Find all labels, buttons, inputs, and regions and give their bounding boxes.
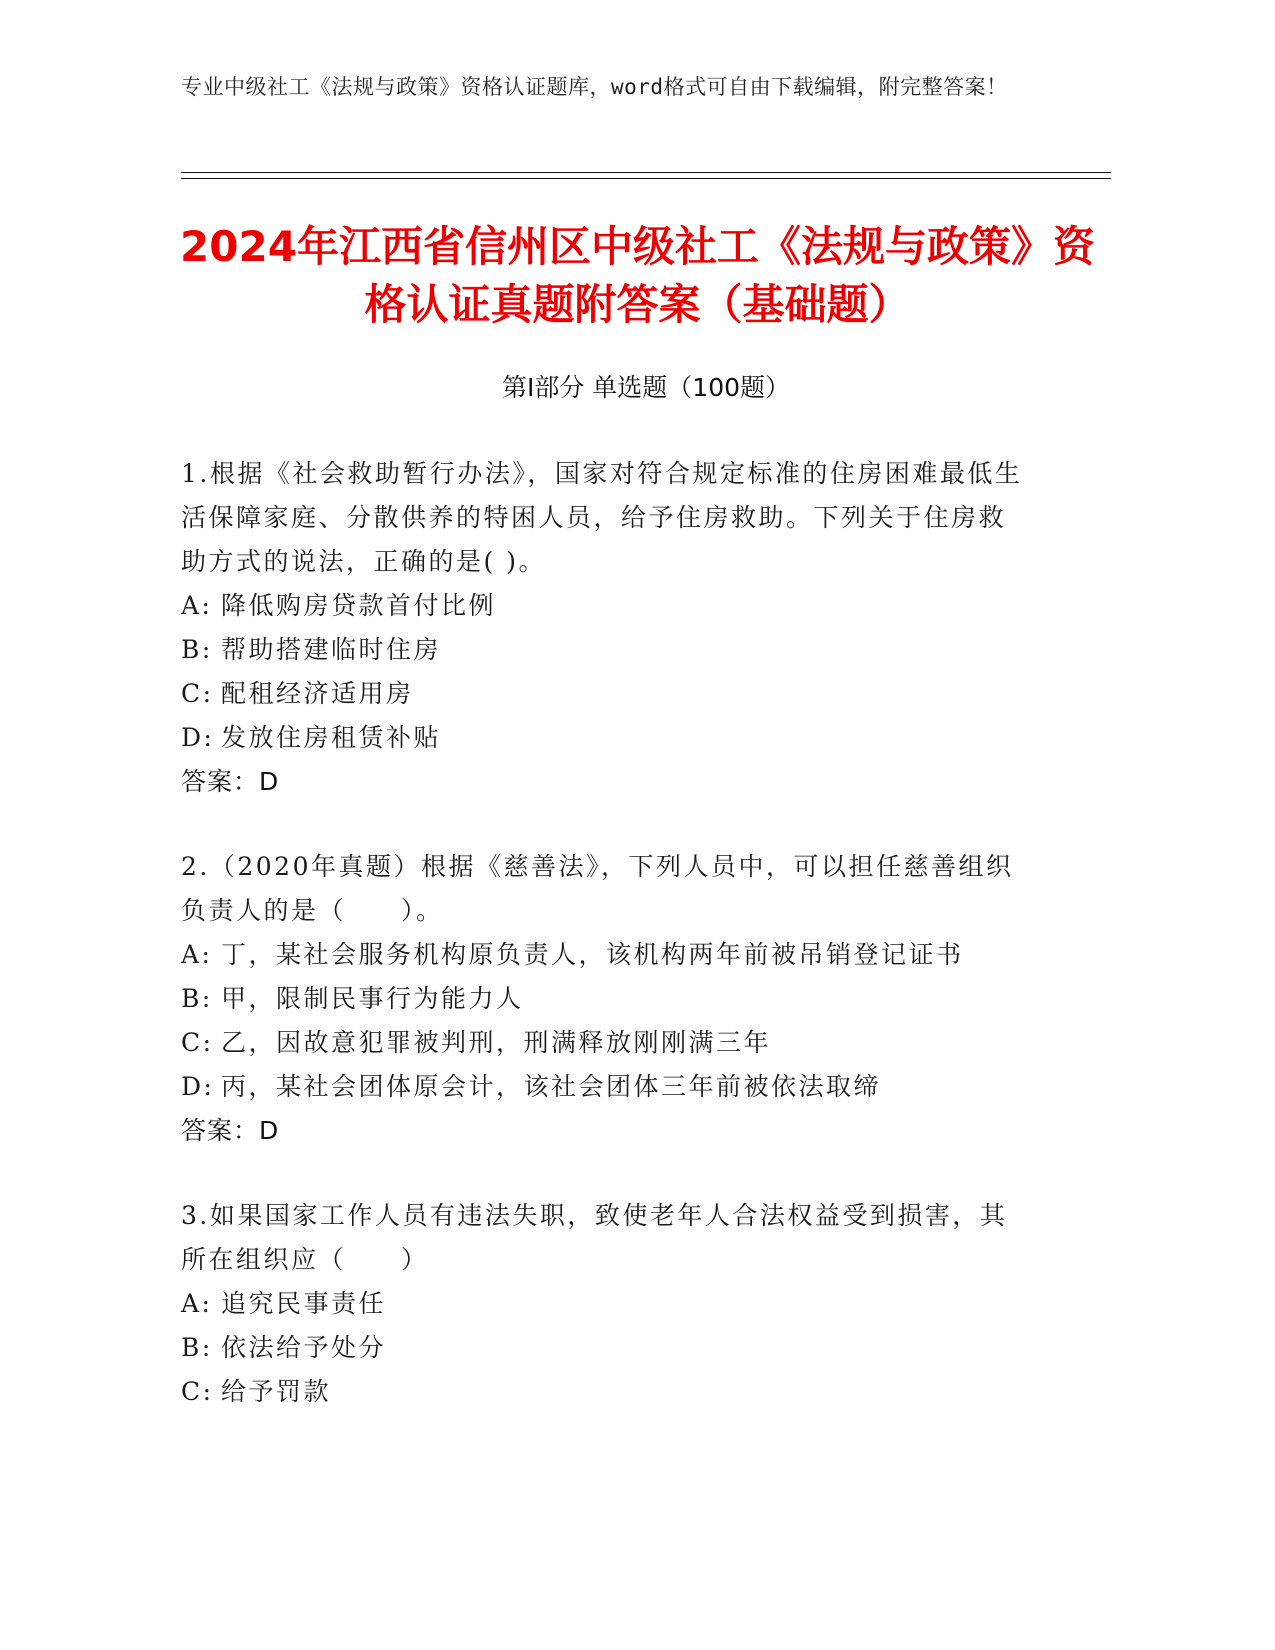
option-text: 乙，因故意犯罪被判刑，刑满释放刚刚满三年	[221, 1028, 772, 1057]
option-a	[181, 933, 1031, 977]
option-letter: B:	[181, 1333, 213, 1362]
option-letter: D:	[181, 1072, 215, 1101]
option-letter: B:	[181, 635, 213, 664]
option-text: 追究民事责任	[221, 1289, 387, 1318]
option-text: 丁，某社会服务机构原负责人，该机构两年前被吊销登记证书	[221, 940, 964, 969]
option-text: 发放住房租赁补贴	[221, 723, 442, 752]
option-a	[181, 1282, 1031, 1326]
option-letter: B:	[181, 984, 213, 1013]
option-text: 丙，某社会团体原会计，该社会团体三年前被依法取缔	[221, 1072, 882, 1101]
answer-line: 答案：D	[181, 1116, 280, 1145]
option-b	[181, 1326, 1031, 1370]
question-stem: 3.如果国家工作人员有违法失职，致使老年人合法权益受到损害，其所在组织应（ ）	[181, 1201, 1008, 1274]
question-stem: 2.（2020年真题）根据《慈善法》，下列人员中，可以担任慈善组织负责人的是（ ）。	[181, 852, 1014, 925]
option-d	[181, 1065, 1031, 1109]
option-letter: A:	[181, 940, 213, 969]
option-a	[181, 584, 1031, 628]
option-letter: A:	[181, 1289, 213, 1318]
option-c	[181, 1370, 1031, 1414]
option-text: 配租经济适用房	[221, 679, 414, 708]
option-d	[181, 716, 1031, 760]
section-heading: 第I部分 单选题（100题）	[501, 373, 791, 402]
option-letter: D:	[181, 723, 215, 752]
question-stem: 1.根据《社会救助暂行办法》，国家对符合规定标准的住房困难最低生活保障家庭、分散供养的特困人员，给予住房救助。下列关于住房救助方式的说法，正确的是( )。	[181, 459, 1023, 576]
option-b	[181, 977, 1031, 1021]
option-text: 给予罚款	[221, 1377, 332, 1406]
option-c	[181, 672, 1031, 716]
document-title: 2024年江西省信州区中级社工《法规与政策》资格认证真题附答案（基础题）	[180, 222, 1095, 329]
option-letter: C:	[181, 1028, 214, 1057]
option-letter: C:	[181, 1377, 214, 1406]
option-c	[181, 1021, 1031, 1065]
option-letter: C:	[181, 679, 214, 708]
question-2	[181, 845, 1031, 1153]
option-text: 降低购房贷款首付比例	[221, 591, 497, 620]
option-text: 帮助搭建临时住房	[221, 635, 442, 664]
header-divider-top	[181, 172, 1111, 173]
option-text: 甲，限制民事行为能力人	[221, 984, 524, 1013]
option-b	[181, 628, 1031, 672]
option-letter: A:	[181, 591, 213, 620]
header-note: 专业中级社工《法规与政策》资格认证题库，word格式可自由下载编辑，附完整答案！	[181, 75, 1008, 99]
question-3	[181, 1194, 1031, 1414]
answer-line: 答案：D	[181, 767, 280, 796]
option-text: 依法给予处分	[221, 1333, 387, 1362]
question-1	[181, 452, 1031, 804]
header-divider-bottom	[181, 178, 1111, 179]
